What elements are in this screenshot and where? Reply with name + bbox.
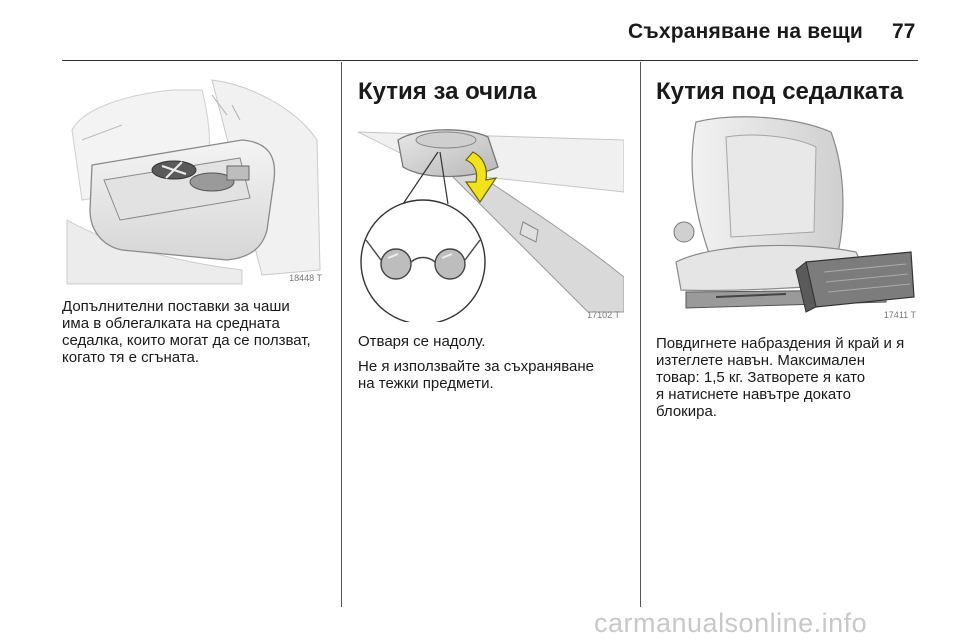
section-title-under-seat-box: Кутия под седалката [656,78,904,105]
figure-code: 18448 T [289,273,322,283]
page-header-title: Съхраняване на вещи [628,20,864,43]
column-divider-2 [640,62,641,607]
figure-code: 17102 T [587,310,620,320]
under-seat-drawer-figure [656,112,920,322]
under-seat-box-instructions: Повдигнете набраздения й край и я изтеглете навън. Максимален товар: 1,5 кг. Затворете я като я натиснете навътре докато блокира. [656,335,905,420]
footer-watermark: carmanualsonline.info [594,608,868,638]
figure-code: 17411 T [883,310,916,320]
section-title-glasses-box: Кутия за очила [358,78,537,105]
glasses-box-opening-text: Отваря се надолу. [358,333,486,350]
glasses-compartment-icon [358,112,624,322]
under-seat-drawer-icon [656,112,920,322]
glasses-box-warning-text: Не я използвайте за съхраняване на тежки предмети. [358,358,595,392]
column-divider-1 [341,62,342,607]
armrest-description: Допълнителни поставки за чаши има в облегалката на средната седалка, които могат да се ползват, когато тя е сгъната. [62,298,311,366]
armrest-cupholder-icon [62,70,326,285]
page-number: 77 [892,20,916,43]
header-rule [62,60,918,61]
glasses-compartment-figure [358,112,624,322]
armrest-cupholder-figure [62,70,326,285]
